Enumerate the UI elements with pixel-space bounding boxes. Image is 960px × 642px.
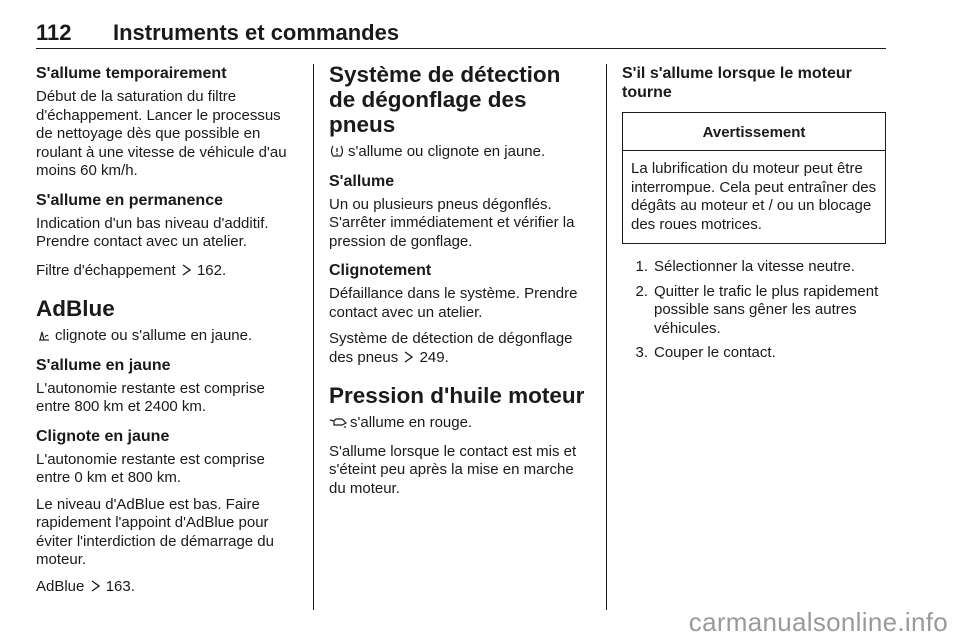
- text-permanent: Indication d'un bas niveau d'additif. Prendre contact avec un atelier.: [36, 214, 269, 250]
- heading-yellow-on: S'allume en jaune: [36, 356, 171, 374]
- heading-engine-running: S'il s'allume lorsque le moteur tourne: [622, 65, 852, 101]
- list-item: 1. Sélectionner la vitesse neutre.: [635, 258, 855, 275]
- column-left: [36, 64, 298, 606]
- heading-tpms-on: S'allume: [329, 172, 395, 190]
- heading-permanent: S'allume en permanence: [36, 191, 223, 209]
- page-number: 112: [36, 20, 72, 45]
- ref-tpms-text: Système de détection de dégonflage des pneus: [329, 330, 573, 366]
- text-tpms-flash: Défaillance dans le système. Prendre contact avec un atelier.: [329, 285, 578, 321]
- tpms-desc-text: s'allume ou clignote en jaune.: [348, 143, 546, 160]
- ref-exhaust-filter: [36, 262, 298, 281]
- reference-arrow-icon: [404, 351, 413, 363]
- warning-body: La lubrification du moteur peut être interrompue. Cela peut entraîner des dégâts au moteur et / ou un blocage des roues motrices.: [631, 160, 877, 233]
- heading-adblue: AdBlue: [36, 296, 115, 321]
- ref-exhaust-page: 162.: [196, 261, 227, 279]
- reference-arrow-icon: [182, 264, 191, 276]
- ref-adblue: [36, 578, 298, 597]
- ref-tpms: [329, 330, 591, 367]
- chapter-title: Instruments et commandes: [113, 20, 400, 45]
- warning-title: Avertissement: [623, 113, 885, 151]
- list-item: 2. Quitter le trafic le plus rapidement possible sans gêner les autres véhicules.: [635, 282, 879, 337]
- column-divider-1: [313, 64, 314, 610]
- ref-adblue-page: 163.: [105, 577, 135, 595]
- text-yellow-on: L'autonomie restante est comprise entre 800 km et 2400 km.: [36, 379, 265, 415]
- tpms-desc: [329, 143, 591, 162]
- oil-desc-text: s'allume en rouge.: [350, 414, 473, 431]
- adblue-desc-text: clignote ou s'allume en jaune.: [55, 327, 253, 344]
- oil-desc: [329, 414, 591, 433]
- heading-tpms-flash: Clignotement: [329, 262, 432, 279]
- heading-oil-pressure: Pression d'huile moteur: [329, 383, 585, 408]
- heading-temporary: S'allume temporairement: [36, 65, 227, 82]
- ref-adblue-text: AdBlue: [36, 577, 85, 595]
- text-oil: S'allume lorsque le contact est mis et s'éteint peu après la mise en marche du moteur.: [329, 442, 577, 497]
- steps-list: [622, 258, 886, 363]
- page-header: [36, 14, 886, 49]
- watermark: carmanualsonline.info: [688, 607, 948, 637]
- adblue-desc: [36, 327, 298, 346]
- text-tpms-on: Un ou plusieurs pneus dégonflés. S'arrêter immédiatement et vérifier la pression de gonflage.: [329, 195, 575, 250]
- list-item: 3. Couper le contact.: [635, 344, 776, 361]
- reference-arrow-icon: [91, 580, 100, 592]
- column-middle: [329, 64, 591, 508]
- ref-tpms-page: 249.: [419, 348, 449, 366]
- heading-yellow-flash: Clignote en jaune: [36, 427, 170, 445]
- text-adblue-low: Le niveau d'AdBlue est bas. Faire rapidement l'appoint d'AdBlue pour éviter l'interdiction de démarrage du moteur.: [36, 495, 274, 568]
- text-yellow-flash: L'autonomie restante est comprise entre 0 km et 800 km.: [36, 450, 265, 486]
- text-temporary: Début de la saturation du filtre d'échappement. Lancer le processus de nettoyage dès que possible en roulant à une vitesse de véhicule d'au moins 60 km/h.: [36, 88, 287, 179]
- column-right: [622, 64, 886, 369]
- adblue-warning-icon: [36, 328, 52, 342]
- ref-exhaust-text: Filtre d'échappement: [36, 261, 176, 279]
- column-divider-2: [606, 64, 607, 610]
- tire-pressure-icon: [329, 144, 345, 158]
- oil-can-icon: [329, 415, 347, 429]
- warning-box: [622, 112, 886, 244]
- heading-tpms: Système de détection de dégonflage des pneus: [329, 62, 561, 137]
